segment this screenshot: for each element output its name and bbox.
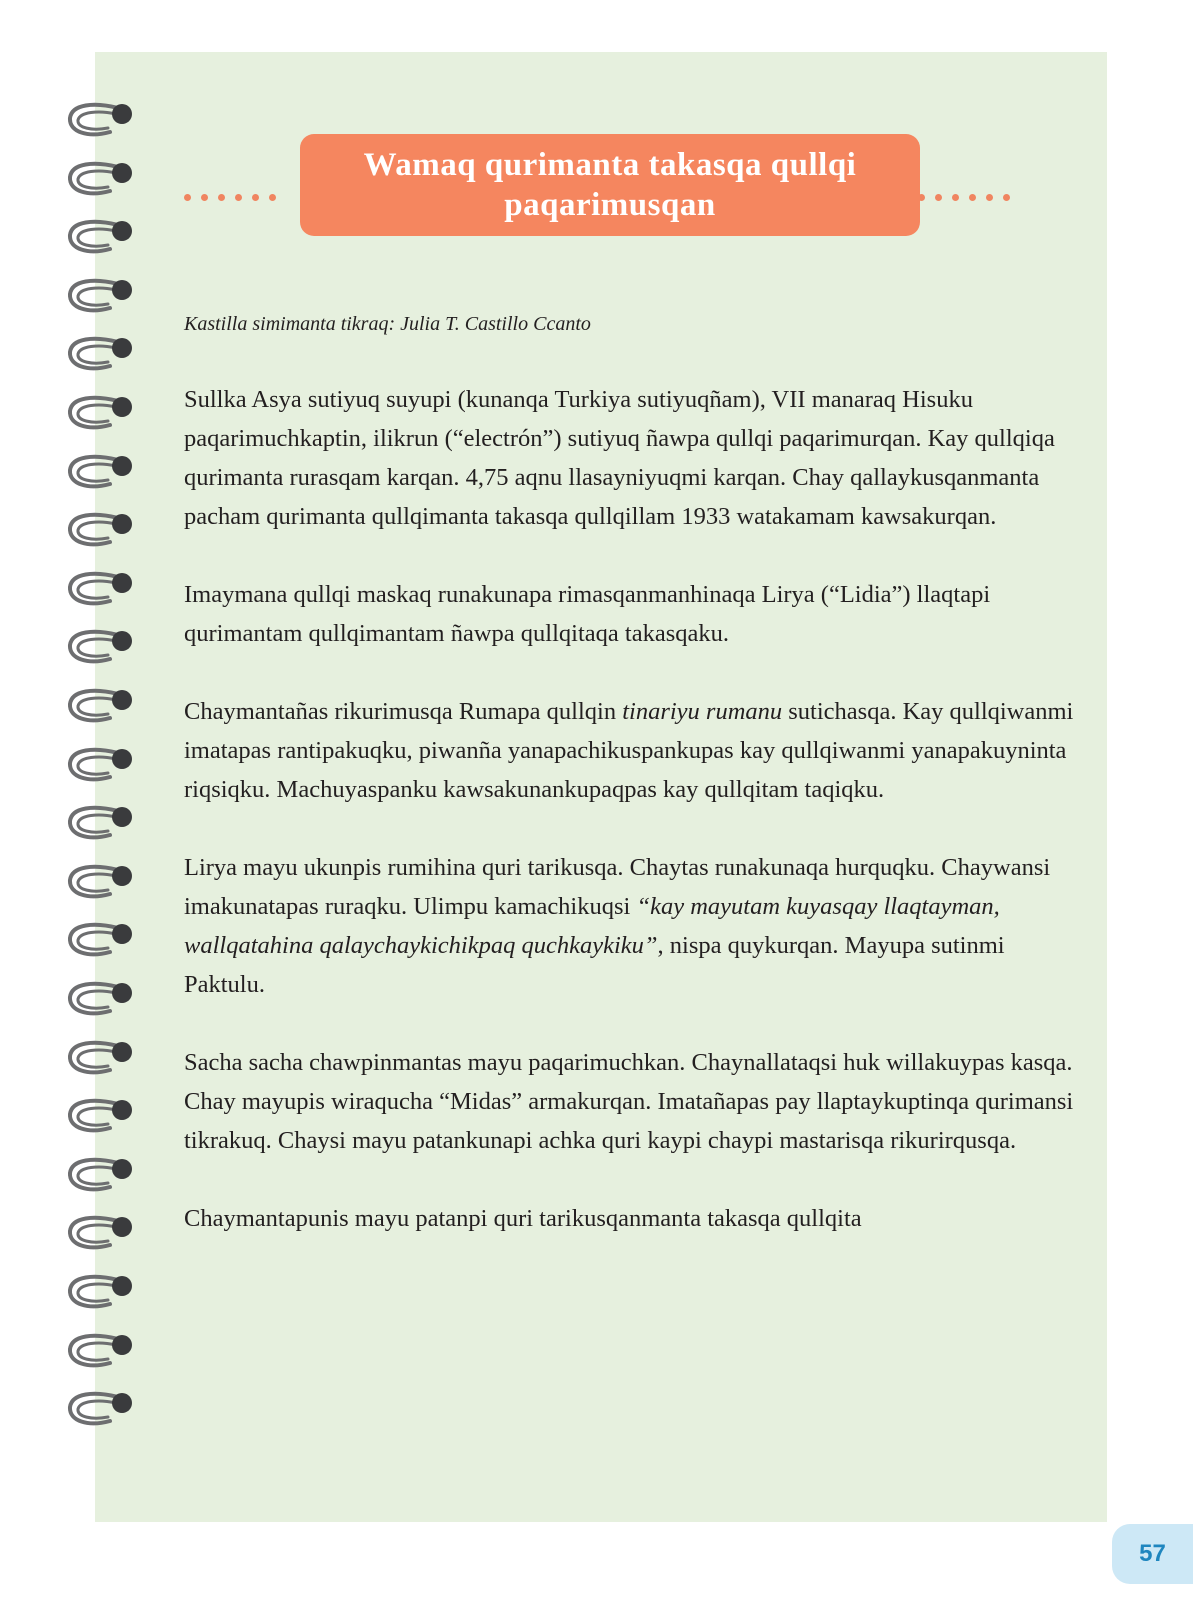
title-banner	[300, 134, 920, 236]
paragraph-4	[184, 848, 1084, 1004]
spiral-ring-icon	[64, 743, 144, 787]
paragraph-1: Sullka Asya sutiyuq suyupi (kunanqa Turkiya sutiyuqñam), VII manaraq Hisuku paqarimuchkaptin, ilikrun (“electrón”) sutiyuq ñawpa qullqi paqarimurqan. Kay qullqiqa qurimanta rurasqam karqan. 4,75 aqnu llasayniyuqmi karqan. Chay qallaykusqanmanta pacham qurimanta qullqimanta takasqa qullqillam 1933 watakamam kawsakurqan.	[184, 386, 1055, 530]
spiral-ring-icon	[64, 1270, 144, 1314]
spiral-ring-icon	[64, 918, 144, 962]
spiral-ring-icon	[64, 860, 144, 904]
paragraph-4-emphasis: “kay mayutam kuyasqay llaqtayman, wallqatahina qalaychaykichikpaq quchkaykiku”	[184, 893, 1000, 959]
translator-credit: Kastilla simimanta tikraq: Julia T. Castillo Ccanto	[184, 313, 591, 335]
paragraph-3-emphasis: tinariyu rumanu	[622, 698, 783, 725]
title-dots-left	[184, 188, 286, 196]
spiral-ring-icon	[64, 625, 144, 669]
story-body	[184, 308, 1084, 1277]
spiral-ring-icon	[64, 215, 144, 259]
spiral-ring-icon	[64, 274, 144, 318]
page-number: 57	[1139, 1540, 1166, 1567]
spiral-ring-icon	[64, 391, 144, 435]
paragraph-5: Sacha sacha chawpinmantas mayu paqarimuchkan. Chaynallataqsi huk willakuypas kasqa. Chay mayupis wiraqucha “Midas” armakurqan. Imatañapas pay llaptaykuptinqa qurimansi tikrakuq. Chaysi mayu patankunapi achka quri kaypi chaypi mastarisqa rikurirqusqa.	[184, 1049, 1074, 1154]
paragraph-3-text-b: sutichasqa. Kay qullqiwanmi imatapas rantipakuqku, piwanña yanapachikuspankupas kay qullqiwanmi yanapakuyninta riqsiqku. Machuyaspanku kawsakunankupaqpas kay qullqitam taqiqku.	[184, 698, 1074, 803]
title-dots-right	[918, 188, 1020, 196]
spiral-ring-icon	[64, 977, 144, 1021]
spiral-ring-icon	[64, 1387, 144, 1431]
paragraph-4-text-a: Lirya mayu ukunpis rumihina quri tarikusqa. Chaytas runakunaqa hurquqku. Chaywansi imakunatapas ruraqku. Ulimpu kamachikuqsi	[184, 854, 1051, 920]
spiral-ring-icon	[64, 508, 144, 552]
spiral-ring-icon	[64, 801, 144, 845]
spiral-ring-icon	[64, 157, 144, 201]
spiral-ring-icon	[64, 1153, 144, 1197]
spiral-ring-icon	[64, 1094, 144, 1138]
spiral-ring-icon	[64, 450, 144, 494]
paragraph-4-text-b: , nispa quykurqan. Mayupa sutinmi Paktulu.	[184, 932, 1005, 998]
spiral-ring-icon	[64, 567, 144, 611]
spiral-ring-icon	[64, 1211, 144, 1255]
paragraph-3	[184, 692, 1084, 809]
spiral-ring-icon	[64, 1036, 144, 1080]
spiral-ring-icon	[64, 684, 144, 728]
paragraph-2: Imaymana qullqi maskaq runakunapa rimasqanmanhinaqa Lirya (“Lidia”) llaqtapi qurimantam qullqimantam ñawpa qullqitaqa takasqaku.	[184, 581, 991, 647]
page-title: Wamaq qurimanta takasqa qullqi paqarimusqan	[363, 147, 857, 223]
spiral-binding	[64, 98, 144, 1478]
page-number-badge	[1112, 1524, 1193, 1584]
paragraph-6: Chaymantapunis mayu patanpi quri tarikusqanmanta takasqa qullqita	[184, 1205, 862, 1232]
spiral-ring-icon	[64, 98, 144, 142]
spiral-ring-icon	[64, 1329, 144, 1373]
paragraph-3-text-a: Chaymantañas rikurimusqa Rumapa qullqin	[184, 698, 623, 725]
spiral-ring-icon	[64, 332, 144, 376]
